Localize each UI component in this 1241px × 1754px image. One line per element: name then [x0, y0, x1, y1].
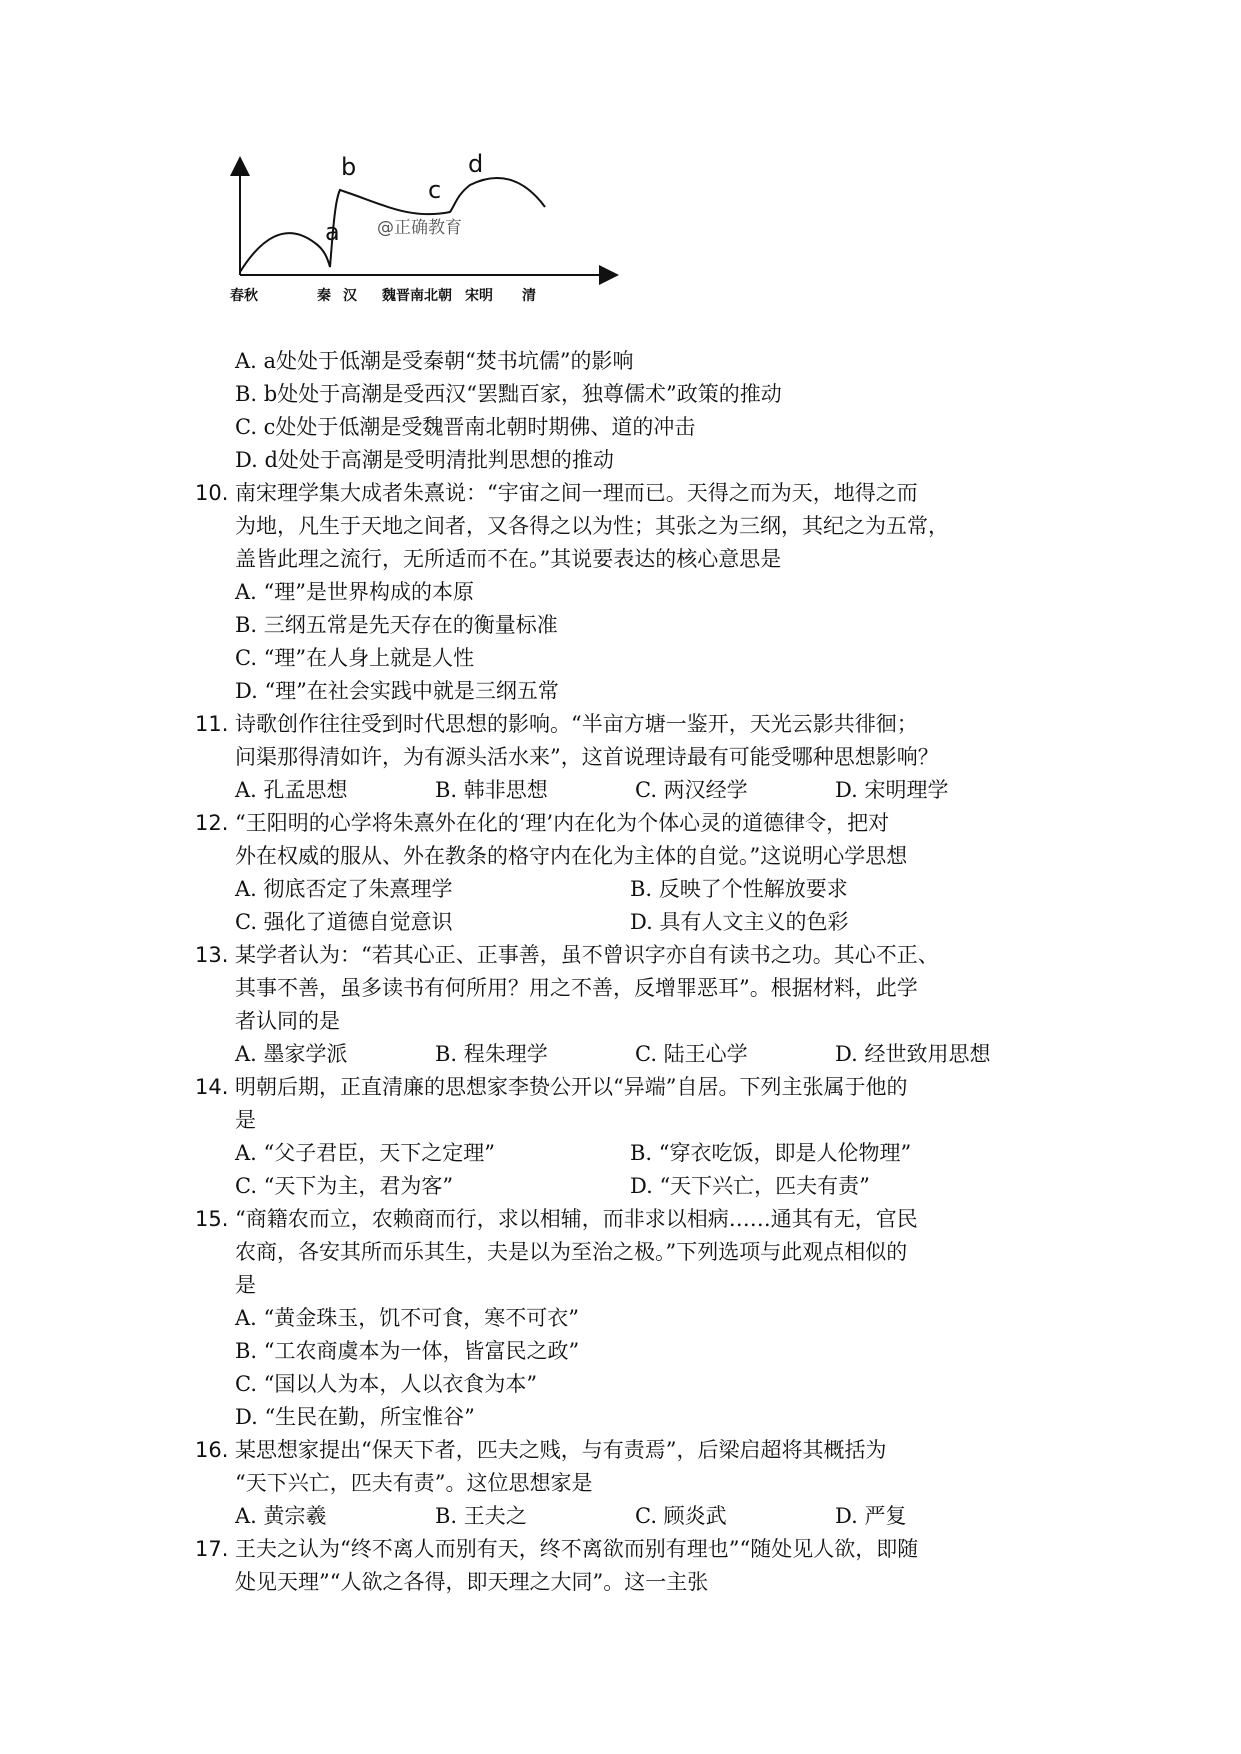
- q9-option-d: D. d处处于高潮是受明清批判思想的推动: [235, 448, 614, 472]
- point-label-c: c: [428, 176, 442, 204]
- tick-label: 清: [522, 288, 536, 304]
- q11-option-a: A. 孔孟思想: [235, 778, 348, 802]
- q14-options-row: [195, 1137, 1075, 1170]
- q11-stem-line: 问渠那得清如许，为有源头活水来”，这首说理诗最有可能受哪种思想影响？: [235, 745, 939, 769]
- q12-option-a: A. 彻底否定了朱熹理学: [235, 877, 453, 901]
- point-label-b: b: [341, 153, 357, 181]
- thought-trend-figure: [225, 150, 625, 310]
- q13-option-a: A. 墨家学派: [235, 1042, 348, 1066]
- q10-stem-line: 为地，凡生于天地之间者，又各得之以为性；其张之为三纲，其纪之为五常，: [235, 514, 949, 538]
- question-number: 15.: [195, 1207, 229, 1231]
- q14-stem: 14. 明朝后期，正直清廉的思想家李贽公开以“异端”自居。下列主张属于他的: [195, 1071, 1075, 1104]
- q17-stem-line: 处见天理”“人欲之各得，即天理之大同”。这一主张: [235, 1570, 709, 1594]
- q12-options-row: [195, 906, 1075, 939]
- q13-options: [195, 1038, 1075, 1071]
- question-text: [195, 345, 1075, 1599]
- q14-option-c: C. “天下为主，君为客”: [235, 1174, 454, 1198]
- q10-stem-line: 盖皆此理之流行，无所适而不在。”其说要表达的核心意思是: [235, 547, 782, 571]
- q9-option-a: A. a处处于低潮是受秦朝“焚书坑儒”的影响: [235, 349, 634, 373]
- q10-option-a: A. “理”是世界构成的本原: [235, 580, 474, 604]
- q11-stem: 11. 诗歌创作往往受到时代思想的影响。“半亩方塘一鉴开，天光云影共徘徊；: [195, 708, 1075, 741]
- q10-stem: 10. 南宋理学集大成者朱熹说：“宇宙之间一理而已。天得之而为天，地得之而: [195, 477, 1075, 510]
- tick-label: 秦: [317, 288, 331, 304]
- q17-stem: 17. 王夫之认为“终不离人而别有天，终不离欲而别有理也”“随处见人欲，即随: [195, 1533, 1075, 1566]
- q11-option-b: B. 韩非思想: [435, 778, 548, 802]
- q16-option-a: A. 黄宗羲: [235, 1504, 327, 1528]
- question-number: 11.: [195, 712, 229, 736]
- q15-option-d: D. “生民在勤，所宝惟谷”: [235, 1405, 475, 1429]
- tick-label: 魏晋南北朝: [382, 288, 452, 304]
- q15-option-c: C. “国以人为本，人以衣食为本”: [235, 1372, 538, 1396]
- q16-options: [195, 1500, 1075, 1533]
- watermark: @正确教育: [377, 218, 462, 238]
- q10-option-d: D. “理”在社会实践中就是三纲五常: [235, 679, 559, 703]
- q13-stem: 13. 某学者认为：“若其心正、正事善，虽不曾识字亦自有读书之功。其心不正、: [195, 939, 1075, 972]
- q13-stem-line: 其事不善，虽多读书有何所用？用之不善，反增罪恶耳”。根据材料，此学: [235, 976, 918, 1000]
- q14-stem-line: 是: [235, 1108, 256, 1132]
- question-number: 16.: [195, 1438, 229, 1462]
- point-label-a: a: [325, 218, 340, 246]
- q14-options-row: [195, 1170, 1075, 1203]
- q13-option-b: B. 程朱理学: [435, 1042, 548, 1066]
- q14-option-b: B. “穿衣吃饭，即是人伦物理”: [630, 1141, 912, 1165]
- q16-stem-line: “天下兴亡，匹夫有责”。这位思想家是: [235, 1471, 593, 1495]
- point-label-d: d: [468, 150, 484, 178]
- q16-option-d: D. 严复: [835, 1504, 907, 1528]
- q12-stem-line: 外在权威的服从、外在教条的格守内在化为主体的自觉。”这说明心学思想: [235, 844, 908, 868]
- q10-option-b: B. 三纲五常是先天存在的衡量标准: [235, 613, 558, 637]
- tick-label: 汉: [343, 288, 357, 304]
- tick-label: 宋明: [465, 288, 493, 304]
- q12-option-c: C. 强化了道德自觉意识: [235, 910, 453, 934]
- q15-stem-line: 农商，各安其所而乐其生，夫是以为至治之极。”下列选项与此观点相似的: [235, 1240, 908, 1264]
- q16-option-b: B. 王夫之: [435, 1504, 527, 1528]
- q10-option-c: C. “理”在人身上就是人性: [235, 646, 475, 670]
- question-number: 14.: [195, 1075, 229, 1099]
- q15-option-b: B. “工农商虞本为一体，皆富民之政”: [235, 1339, 580, 1363]
- q15-stem-line: 是: [235, 1273, 256, 1297]
- q9-option-c: C. c处处于低潮是受魏晋南北朝时期佛、道的冲击: [235, 415, 696, 439]
- q16-option-c: C. 顾炎武: [635, 1504, 727, 1528]
- q15-option-a: A. “黄金珠玉，饥不可食，寒不可衣”: [235, 1306, 579, 1330]
- q12-options-row: [195, 873, 1075, 906]
- q11-option-d: D. 宋明理学: [835, 778, 949, 802]
- q14-option-a: A. “父子君臣，天下之定理”: [235, 1141, 495, 1165]
- q12-stem: 12. “王阳明的心学将朱熹外在化的‘理’内在化为个体心灵的道德律令，把对: [195, 807, 1075, 840]
- q11-options: [195, 774, 1075, 807]
- q9-option-b: B. b处处于高潮是受西汉“罢黜百家，独尊儒术”政策的推动: [235, 382, 782, 406]
- q11-option-c: C. 两汉经学: [635, 778, 748, 802]
- q12-option-d: D. 具有人文主义的色彩: [630, 910, 849, 934]
- q12-option-b: B. 反映了个性解放要求: [630, 877, 848, 901]
- question-number: 17.: [195, 1537, 229, 1561]
- q15-stem: 15. “商籍农而立，农赖商而行，求以相辅，而非求以相病……通其有无，官民: [195, 1203, 1075, 1236]
- question-number: 13.: [195, 943, 229, 967]
- q13-stem-line: 者认同的是: [235, 1009, 340, 1033]
- question-number: 12.: [195, 811, 229, 835]
- q13-option-c: C. 陆王心学: [635, 1042, 748, 1066]
- tick-label: 春秋: [230, 288, 258, 304]
- q16-stem: 16. 某思想家提出“保天下者，匹夫之贱，与有责焉”，后梁启超将其概括为: [195, 1434, 1075, 1467]
- question-number: 10.: [195, 481, 229, 505]
- q14-option-d: D. “天下兴亡，匹夫有责”: [630, 1174, 870, 1198]
- q13-option-d: D. 经世致用思想: [835, 1042, 991, 1066]
